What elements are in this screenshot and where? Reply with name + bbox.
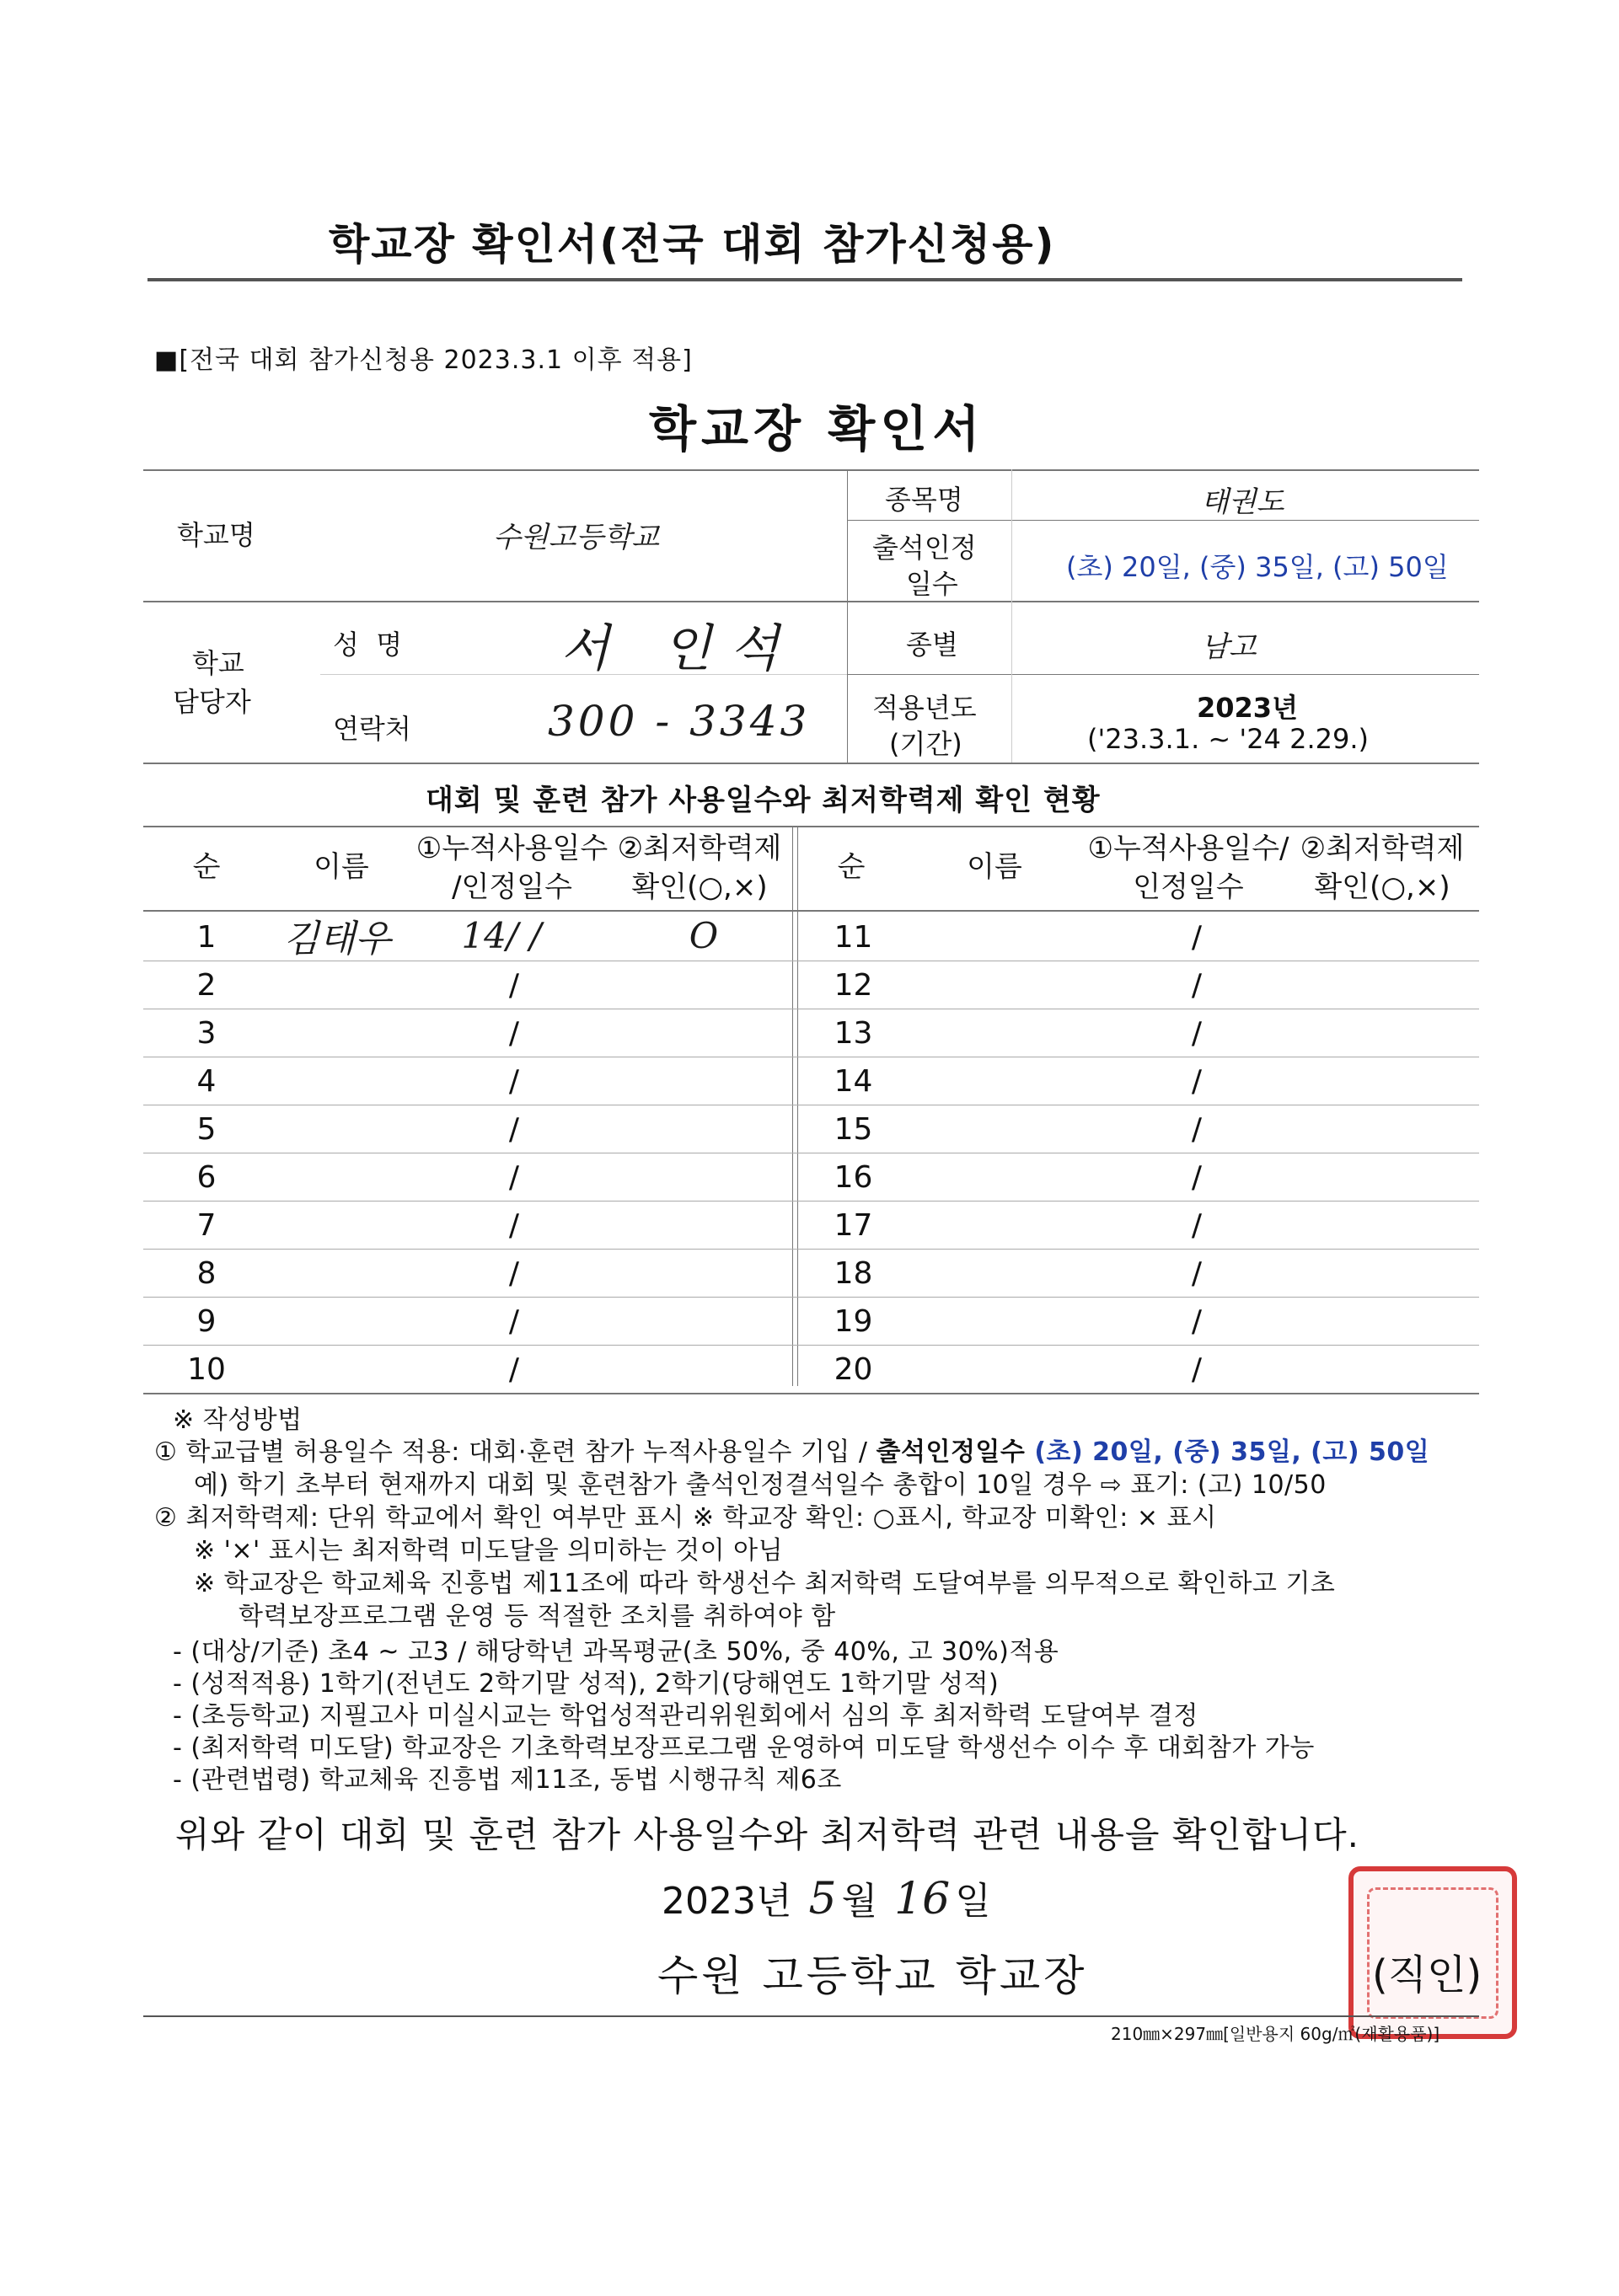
header-days-right-line2: 인정일수 xyxy=(1133,870,1244,904)
staff-label-1: 학교 xyxy=(192,647,244,679)
info-top-border xyxy=(143,469,1479,471)
bullet-2: - (성적적용) 1학기(전년도 2학기말 성적), 2학기(당해연도 1학기말 성적) xyxy=(173,1669,1000,1699)
row-days: / xyxy=(508,1304,520,1339)
top-title-rule xyxy=(147,278,1462,281)
header-days-line2: /인정일수 xyxy=(452,870,572,904)
row-days-right: / xyxy=(1191,968,1203,1003)
info-border-school xyxy=(143,601,1479,602)
table-caption: 대회 및 훈련 참가 사용일수와 최저학력제 확인 현황 xyxy=(426,784,1101,817)
year-label-2: (기간) xyxy=(889,728,962,760)
row-num-right: 12 xyxy=(834,968,873,1003)
footer-rule xyxy=(143,2015,1479,2017)
table-split-left xyxy=(792,826,793,1386)
note-1 xyxy=(154,1431,1429,1468)
main-title: 학교장 확인서 xyxy=(649,400,985,458)
bullet-3: - (초등학교) 지필고사 미실시교는 학업성적관리위원회에서 심의 후 최저학력 도달여부 결정 xyxy=(173,1701,1198,1731)
row-days-right: / xyxy=(1191,1352,1203,1387)
header-grade xyxy=(607,830,792,907)
row-days-right: / xyxy=(1191,1112,1203,1147)
row-num-right: 17 xyxy=(834,1208,873,1243)
row-num-right: 18 xyxy=(834,1256,873,1291)
year-value: 2023년 xyxy=(1197,692,1298,724)
row-num: 9 xyxy=(196,1304,217,1339)
notes-title: ※ 작성방법 xyxy=(173,1405,303,1435)
attend-label-2: 일수 xyxy=(906,568,958,600)
row-days: / xyxy=(508,1112,520,1147)
note-1-prefix: ① 학교급별 허용일수 적용: 대회·훈련 참가 누적사용일수 기입 / xyxy=(154,1437,877,1467)
header-grade-line2: 확인(○,×) xyxy=(631,870,768,904)
info-divider-value xyxy=(1011,469,1012,763)
contact-value: 300 - 3343 xyxy=(548,697,811,746)
info-bottom-border xyxy=(143,763,1479,764)
top-title: 학교장 확인서(전국 대회 참가신청용) xyxy=(329,220,1056,269)
header-days xyxy=(400,830,624,907)
principal-name: 수원 고등학교 학교장 xyxy=(657,1951,1088,2000)
row-num: 10 xyxy=(187,1352,226,1387)
note-1-blue: (초) 20일, (중) 35일, (고) 50일 xyxy=(1034,1437,1430,1467)
row-days-right: / xyxy=(1191,1256,1203,1291)
paper-spec: 210㎜×297㎜[일반용지 60g/㎡(재활용품)] xyxy=(1111,2024,1440,2044)
header-num-right: 순 xyxy=(837,850,866,885)
row-days-right: / xyxy=(1191,1160,1203,1195)
row-days: / xyxy=(508,1160,520,1195)
attend-value: (초) 20일, (중) 35일, (고) 50일 xyxy=(1066,551,1449,583)
row-num-right: 13 xyxy=(834,1016,873,1051)
row-days: / xyxy=(508,1352,520,1387)
row-days: / xyxy=(508,1256,520,1291)
row-days-right: / xyxy=(1191,1304,1203,1339)
row-num: 4 xyxy=(196,1064,217,1099)
row-num: 3 xyxy=(196,1016,217,1051)
date-month: 5 xyxy=(808,1874,837,1924)
row-line xyxy=(143,1201,1479,1202)
period-value: ('23.3.1. ~ '24 2.29.) xyxy=(1087,723,1369,755)
bullet-5: - (관련법령) 학교체육 진흥법 제11조, 동법 시행규칙 제6조 xyxy=(173,1765,842,1795)
header-grade-right-line1: ②최저학력제 xyxy=(1300,832,1465,866)
row-days-right: / xyxy=(1191,1016,1203,1051)
school-value: 수원고등학교 xyxy=(493,521,660,554)
day-unit: 일 xyxy=(955,1880,991,1923)
row-days: / xyxy=(508,1016,520,1051)
header-name-right: 이름 xyxy=(967,850,1022,885)
sport-label: 종목명 xyxy=(885,484,963,516)
header-days-right xyxy=(1075,830,1302,907)
row-days: 14/ / xyxy=(461,914,542,956)
seal-label: (직인) xyxy=(1372,1951,1482,1999)
row-days: / xyxy=(508,1064,520,1099)
header-grade-right xyxy=(1289,830,1475,907)
header-grade-line1: ②최저학력제 xyxy=(617,832,782,866)
row-num: 5 xyxy=(196,1112,217,1147)
contact-label: 연락처 xyxy=(333,713,411,745)
year-label-1: 적용년도 xyxy=(872,692,977,724)
attend-label-1: 출석인정 xyxy=(872,532,977,564)
row-num: 1 xyxy=(196,920,217,955)
row-grade: O xyxy=(689,914,719,956)
school-label: 학교명 xyxy=(177,519,255,551)
row-name: 김태우 xyxy=(283,918,391,961)
table-top-border xyxy=(143,826,1479,827)
row-num-right: 15 xyxy=(834,1112,873,1147)
name-value: 서 인석 xyxy=(560,619,797,678)
row-days-right: / xyxy=(1191,920,1203,955)
confirm-statement: 위와 같이 대회 및 훈련 참가 사용일수와 최저학력 관련 내용을 확인합니다. xyxy=(175,1814,1360,1855)
row-days-right: / xyxy=(1191,1064,1203,1099)
row-num: 8 xyxy=(196,1256,217,1291)
date-year: 2023년 xyxy=(662,1880,792,1923)
header-days-line1: ①누적사용일수 xyxy=(415,832,608,866)
header-num: 순 xyxy=(192,850,221,885)
note-2-sub2a: ※ 학교장은 학교체육 진흥법 제11조에 따라 학생선수 최저학력 도달여부를 의무적으로 확인하고 기초 xyxy=(194,1569,1336,1598)
row-days: / xyxy=(508,1208,520,1243)
row-line xyxy=(143,1345,1479,1346)
staff-label-2: 담당자 xyxy=(173,686,251,718)
bullet-1: - (대상/기준) 초4 ~ 고3 / 해당학년 과목평균(초 50%, 중 40%, 고 30%)적용 xyxy=(173,1637,1059,1667)
name-label: 성 명 xyxy=(333,629,403,661)
bullet-4: - (최저학력 미도달) 학교장은 기초학력보장프로그램 운영하여 미도달 학생선수 이수 후 대회참가 가능 xyxy=(173,1733,1315,1763)
header-name: 이름 xyxy=(314,850,369,885)
sport-value: 태권도 xyxy=(1201,485,1284,519)
gender-value: 남고 xyxy=(1201,630,1257,664)
gender-label: 종별 xyxy=(906,629,958,661)
subtitle-note: ■[전국 대회 참가신청용 2023.3.1 이후 적용] xyxy=(154,345,693,375)
row-days: / xyxy=(508,968,520,1003)
note-2-sub2b: 학력보장프로그램 운영 등 적절한 조치를 취하여야 함 xyxy=(239,1602,836,1631)
row-num-right: 20 xyxy=(834,1352,873,1387)
header-days-right-line1: ①누적사용일수/ xyxy=(1087,832,1289,866)
row-line xyxy=(143,1249,1479,1250)
row-line xyxy=(143,1297,1479,1298)
row-num: 7 xyxy=(196,1208,217,1243)
note-2-sub1: ※ '×' 표시는 최저학력 미도달을 의미하는 것이 아님 xyxy=(194,1536,784,1565)
table-bottom-border xyxy=(143,1393,1479,1394)
row-num: 2 xyxy=(196,968,217,1003)
month-unit: 월 xyxy=(841,1880,878,1923)
confirm-date xyxy=(662,1871,991,1924)
info-border-gender xyxy=(847,674,1479,675)
row-num-right: 14 xyxy=(834,1064,873,1099)
date-day: 16 xyxy=(894,1874,951,1924)
row-num-right: 11 xyxy=(834,920,873,955)
note-1-example: 예) 학기 초부터 현재까지 대회 및 훈련참가 출석인정결석일수 총합이 10일 경우 ⇨ 표기: (고) 10/50 xyxy=(194,1470,1327,1500)
header-grade-right-line2: 확인(○,×) xyxy=(1314,870,1450,904)
note-1-bold: 출석인정일수 xyxy=(876,1437,1035,1467)
info-border-sport xyxy=(847,520,1479,521)
row-days-right: / xyxy=(1191,1208,1203,1243)
row-num-right: 19 xyxy=(834,1304,873,1339)
note-2: ② 최저학력제: 단위 학교에서 확인 여부만 표시 ※ 학교장 확인: ○표시, 학교장 미확인: × 표시 xyxy=(154,1503,1217,1533)
row-num: 6 xyxy=(196,1160,217,1195)
row-num-right: 16 xyxy=(834,1160,873,1195)
table-split-right xyxy=(797,826,798,1386)
info-divider-mid xyxy=(847,469,848,763)
